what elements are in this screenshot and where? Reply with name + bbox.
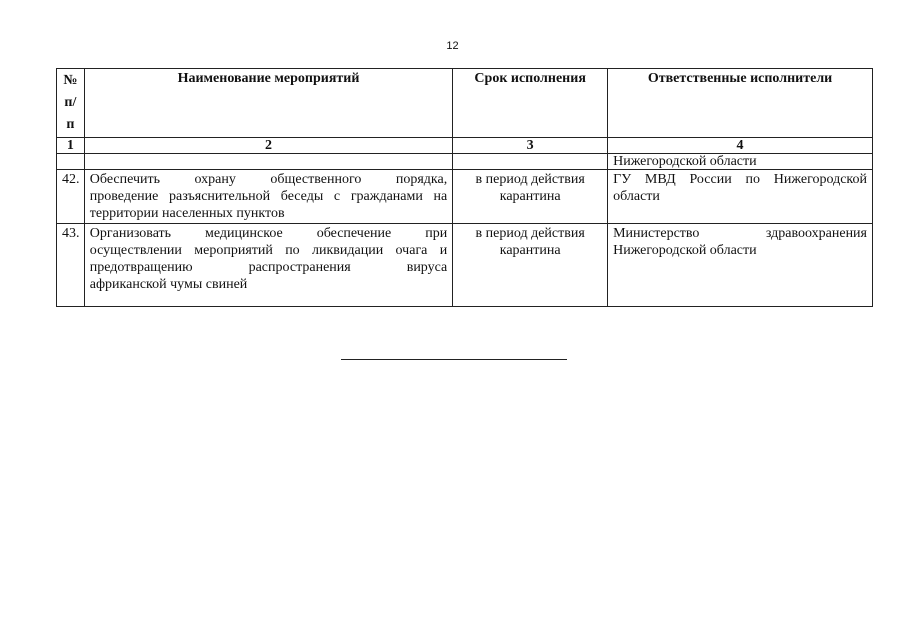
row-responsible	[608, 224, 873, 307]
row-term	[453, 170, 608, 224]
column-index: 1	[57, 138, 85, 154]
responsible-text-line: Нижегородской области	[613, 243, 757, 258]
measure-text-line: африканской чумы свиней	[89, 277, 248, 292]
term-text-line: в период действия	[475, 172, 585, 187]
measure-text-line: Обеспечить охрану общественного порядка,	[89, 172, 448, 187]
continuation-row	[57, 154, 873, 170]
row-term	[453, 224, 608, 307]
row-number: 43.	[57, 224, 85, 307]
header-number	[57, 69, 85, 138]
row-responsible	[608, 170, 873, 224]
responsible-text-line: ГУ МВД России по Нижегородской	[613, 172, 867, 187]
responsible-text-line: области	[613, 189, 660, 204]
table-row	[57, 170, 873, 224]
table-row	[57, 224, 873, 307]
end-divider-line	[341, 359, 567, 360]
continuation-name-cell	[84, 154, 452, 170]
continuation-num-cell	[57, 154, 85, 170]
measure-text-line: территории населенных пунктов	[89, 206, 285, 221]
measure-text-line: осуществлении мероприятий по ликвидации очага и	[89, 243, 448, 258]
continuation-term-cell	[453, 154, 608, 170]
row-number: 42.	[57, 170, 85, 224]
measure-text-line: проведение разъяснительной беседы с гражданами на	[89, 189, 448, 204]
header-name: Наименование мероприятий	[84, 69, 452, 138]
responsible-text-line: Министерство здравоохранения	[613, 226, 867, 241]
header-number-abbr: п/п	[64, 95, 77, 132]
column-index: 4	[608, 138, 873, 154]
measure-text-line: Организовать медицинское обеспечение при	[89, 226, 448, 241]
column-index: 2	[84, 138, 452, 154]
term-text-line: в период действия	[475, 226, 585, 241]
measure-text-line: предотвращению распространения вируса	[89, 260, 448, 275]
header-number-symbol: №	[63, 73, 78, 88]
table-header-row	[57, 69, 873, 138]
header-term: Срок исполнения	[453, 69, 608, 138]
header-responsible: Ответственные исполнители	[608, 69, 873, 138]
page-number: 12	[446, 40, 459, 52]
row-measure-name	[84, 170, 452, 224]
continuation-responsible: Нижегородской области	[608, 154, 873, 170]
measures-table	[56, 68, 873, 307]
term-text-line: карантина	[499, 189, 561, 204]
term-text-line: карантина	[499, 243, 561, 258]
column-index-row	[57, 138, 873, 154]
row-measure-name	[84, 224, 452, 307]
column-index: 3	[453, 138, 608, 154]
